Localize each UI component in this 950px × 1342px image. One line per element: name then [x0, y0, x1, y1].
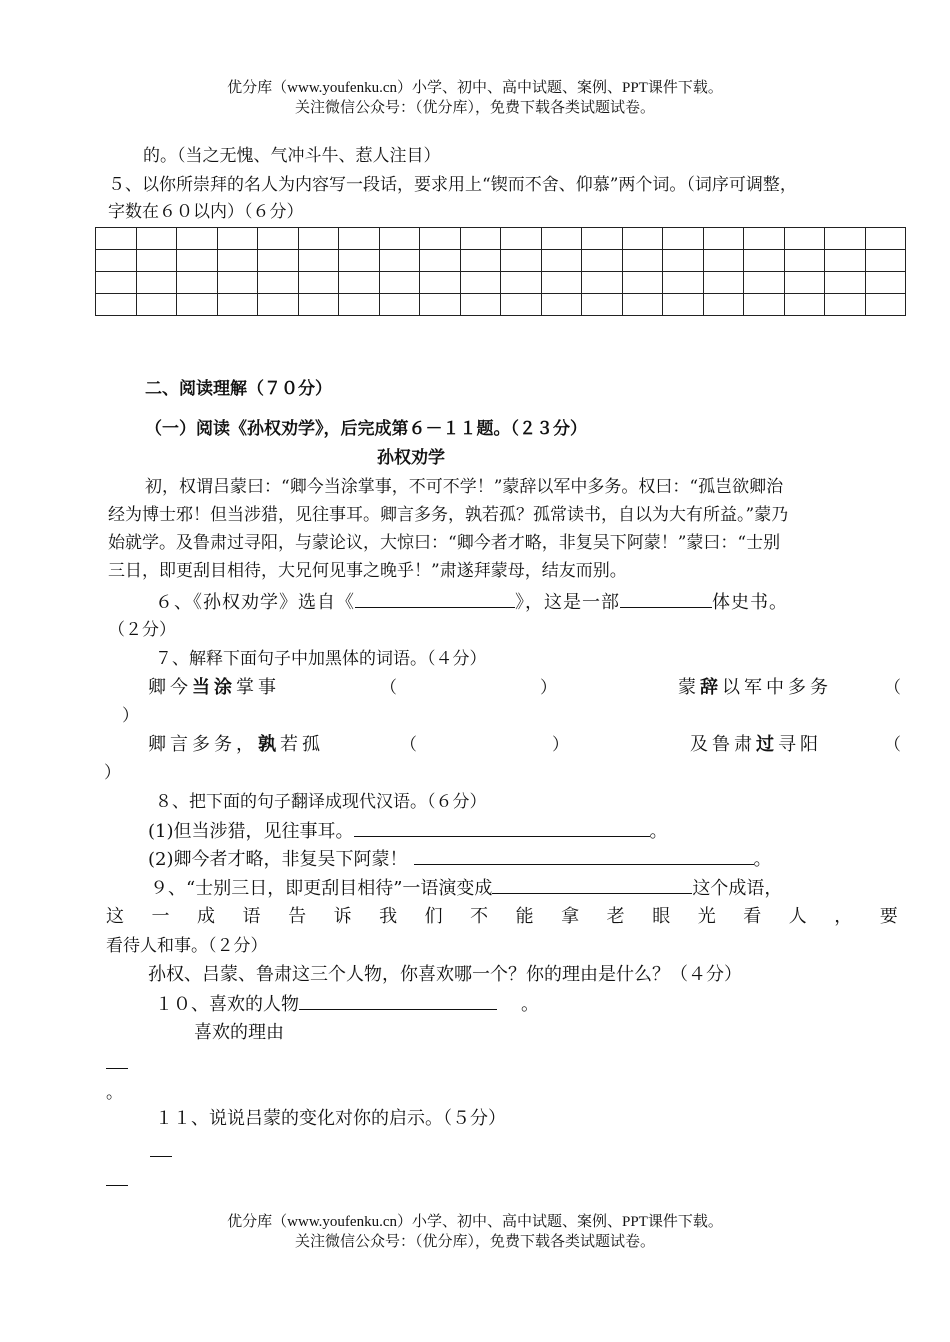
q7-c-suffix: 若孤	[280, 734, 324, 755]
q7-a-rparen: ）	[540, 678, 557, 698]
grid-cell[interactable]	[582, 272, 623, 294]
q10-reason-label: 喜欢的理由	[194, 1022, 284, 1043]
grid-cell[interactable]	[622, 250, 663, 272]
grid-cell[interactable]	[136, 272, 177, 294]
q11-stem: １１、说说吕蒙的变化对你的启示。（５分）	[155, 1108, 506, 1129]
grid-cell[interactable]	[703, 294, 744, 316]
q9-line2-char: 不	[470, 906, 489, 927]
grid-row	[96, 294, 906, 316]
grid-cell[interactable]	[703, 228, 744, 250]
grid-cell[interactable]	[744, 228, 785, 250]
grid-cell[interactable]	[541, 250, 582, 272]
q7-b-keyword: 辞	[700, 677, 722, 698]
q6-blank-type[interactable]	[620, 589, 712, 608]
grid-cell[interactable]	[582, 250, 623, 272]
q10-favorite-line	[155, 991, 539, 1018]
grid-cell[interactable]	[622, 272, 663, 294]
q6-blank-source[interactable]	[355, 589, 515, 608]
q6-text-1: ６、《孙权劝学》选自《	[155, 592, 355, 613]
grid-cell[interactable]	[784, 228, 825, 250]
grid-cell[interactable]	[379, 228, 420, 250]
grid-cell[interactable]	[339, 294, 380, 316]
q7-stem: ７、解释下面句子中加黑体的词语。（４分）	[155, 649, 487, 669]
q11-answer-line-1[interactable]	[150, 1156, 172, 1157]
q8-s2-text: (2)卿今者才略，非复吴下阿蒙！	[148, 849, 408, 870]
q8-sentence-1	[148, 818, 668, 845]
q7-a-prefix: 卿今	[148, 677, 192, 698]
grid-cell[interactable]	[501, 272, 542, 294]
page-header	[0, 78, 950, 118]
q7-a-suffix: 掌事	[236, 677, 280, 698]
writing-grid[interactable]	[95, 227, 906, 316]
grid-cell[interactable]	[501, 250, 542, 272]
q8-s1-period: 。	[649, 821, 668, 842]
grid-cell[interactable]	[663, 294, 704, 316]
q7-item-c	[148, 732, 324, 758]
grid-cell[interactable]	[339, 250, 380, 272]
grid-cell[interactable]	[96, 294, 137, 316]
part-1-title: （一）阅读《孙权劝学》，后完成第６－１１题。（２３分）	[145, 419, 587, 439]
grid-cell[interactable]	[541, 294, 582, 316]
passage-line-3: 始就学。及鲁肃过寻阳，与蒙论议，大惊曰：“卿今者才略，非复吴下阿蒙！”蒙曰：“士别	[108, 533, 781, 553]
grid-cell[interactable]	[136, 250, 177, 272]
grid-cell[interactable]	[177, 228, 218, 250]
grid-cell[interactable]	[460, 294, 501, 316]
q9-line2-char: 看	[743, 906, 762, 927]
grid-cell[interactable]	[136, 294, 177, 316]
grid-cell[interactable]	[177, 250, 218, 272]
q7-item-d	[690, 732, 822, 758]
q7-c-prefix: 卿言多务，	[148, 734, 258, 755]
passage-line-4: 三日，即更刮目相待，大兄何见事之晚乎！”肃遂拜蒙母，结友而别。	[108, 561, 627, 581]
grid-cell[interactable]	[460, 272, 501, 294]
grid-cell[interactable]	[420, 228, 461, 250]
header-line-2: 关注微信公众号：（优分库），免费下载各类试题试卷。	[294, 100, 655, 116]
q10-end-period: 。	[106, 1083, 123, 1103]
q9-line-2	[106, 904, 898, 930]
q9-line2-char: 成	[197, 906, 216, 927]
header-line-1: 优分库（www.youfenku.cn）小学、初中、高中试题、案例、PPT课件下载。	[227, 80, 723, 96]
q8-sentence-2	[148, 846, 772, 873]
page-footer	[0, 1212, 950, 1252]
grid-cell[interactable]	[865, 250, 906, 272]
grid-row	[96, 250, 906, 272]
q7-b-suffix: 以军中多务	[722, 677, 832, 698]
grid-cell[interactable]	[703, 250, 744, 272]
q10-reason-line[interactable]	[106, 1068, 128, 1069]
grid-cell[interactable]	[744, 272, 785, 294]
q9-line2-char: 们	[424, 906, 443, 927]
grid-cell[interactable]	[865, 272, 906, 294]
grid-cell[interactable]	[825, 272, 866, 294]
grid-cell[interactable]	[177, 272, 218, 294]
q9-line2-char: 诉	[333, 906, 352, 927]
q10-intro: 孙权、吕蒙、鲁肃这三个人物，你喜欢哪一个？你的理由是什么？（４分）	[148, 964, 742, 985]
q8-stem: ８、把下面的句子翻译成现代汉语。（６分）	[155, 792, 487, 812]
grid-cell[interactable]	[258, 250, 299, 272]
grid-cell[interactable]	[217, 294, 258, 316]
q9-line2-char: 拿	[561, 906, 580, 927]
grid-cell[interactable]	[339, 228, 380, 250]
q9-text-1: ９、“士别三日，即更刮目相待”一语演变成	[150, 878, 493, 899]
grid-cell[interactable]	[460, 250, 501, 272]
grid-cell[interactable]	[217, 250, 258, 272]
footer-line-2: 关注微信公众号：（优分库），免费下载各类试题试卷。	[294, 1234, 655, 1250]
grid-cell[interactable]	[541, 272, 582, 294]
q5-line-1: ５、以你所崇拜的名人为内容写一段话，要求用上“锲而不舍、仰慕”两个词。（词序可调整，	[108, 175, 797, 195]
footer-line-1: 优分库（www.youfenku.cn）小学、初中、高中试题、案例、PPT课件下载。	[227, 1214, 723, 1230]
passage-line-1: 初，权谓吕蒙曰：“卿今当涂掌事，不可不学！”蒙辞以军中多务。权曰：“孤岂欲卿治	[145, 477, 784, 497]
grid-cell[interactable]	[703, 272, 744, 294]
q7-a-lparen: （	[380, 678, 397, 698]
grid-cell[interactable]	[96, 250, 137, 272]
grid-cell[interactable]	[420, 294, 461, 316]
grid-cell[interactable]	[784, 294, 825, 316]
q7-a-keyword: 当涂	[192, 677, 236, 698]
q7-d-prefix: 及鲁肃	[690, 734, 756, 755]
grid-cell[interactable]	[379, 272, 420, 294]
q7-c-rparen: ）	[552, 735, 569, 755]
grid-cell[interactable]	[217, 228, 258, 250]
q8-s1-answer-line[interactable]	[354, 818, 650, 837]
grid-row	[96, 228, 906, 250]
grid-cell[interactable]	[96, 272, 137, 294]
q7-c-answer[interactable]	[430, 736, 540, 756]
q8-s1-text: (1)但当涉猎，见往事耳。	[148, 821, 354, 842]
q5-line-2: 字数在６０以内）（６分）	[108, 202, 304, 222]
q7-a-answer[interactable]	[410, 679, 530, 699]
grid-cell[interactable]	[339, 272, 380, 294]
grid-cell[interactable]	[136, 228, 177, 250]
grid-cell[interactable]	[420, 250, 461, 272]
q9-line2-char: 告	[288, 906, 307, 927]
q7-b-prefix: 蒙	[678, 677, 700, 698]
grid-cell[interactable]	[379, 250, 420, 272]
grid-cell[interactable]	[420, 272, 461, 294]
passage-line-2: 经为博士邪！但当涉猎，见往事耳。卿言多务，孰若孤？孤常读书，自以为大有所益。”蒙乃	[108, 505, 789, 525]
grid-row	[96, 272, 906, 294]
q7-b-rparen: ）	[122, 706, 139, 726]
grid-cell[interactable]	[379, 294, 420, 316]
q9-line-3: 看待人和事。（２分）	[106, 936, 268, 956]
q9-line2-char: 能	[515, 906, 534, 927]
grid-cell[interactable]	[663, 250, 704, 272]
q9-line2-char: 一	[151, 906, 170, 927]
q9-line2-char: 眼	[652, 906, 671, 927]
q8-s2-answer-line[interactable]	[414, 846, 754, 865]
q10-label: １０、喜欢的人物	[155, 994, 299, 1015]
q10-period: 。	[521, 994, 539, 1015]
q7-c-lparen: （	[400, 735, 417, 755]
grid-cell[interactable]	[622, 228, 663, 250]
q7-d-suffix: 寻阳	[778, 734, 822, 755]
q6-text-3: 体史书。	[712, 592, 788, 613]
grid-cell[interactable]	[744, 250, 785, 272]
grid-cell[interactable]	[298, 228, 339, 250]
q9-line2-char: 要	[879, 906, 898, 927]
grid-cell[interactable]	[298, 294, 339, 316]
grid-cell[interactable]	[784, 272, 825, 294]
grid-cell[interactable]	[298, 250, 339, 272]
grid-cell[interactable]	[501, 294, 542, 316]
q6-text-2: 》，这是一部	[515, 592, 620, 613]
q7-d-rparen: ）	[104, 763, 121, 783]
q9-line2-char: 我	[379, 906, 398, 927]
grid-cell[interactable]	[663, 272, 704, 294]
q6-score: （２分）	[108, 620, 176, 640]
q7-item-b	[678, 675, 832, 701]
grid-cell[interactable]	[825, 228, 866, 250]
q9-line2-char: 老	[606, 906, 625, 927]
grid-cell[interactable]	[541, 228, 582, 250]
grid-cell[interactable]	[865, 294, 906, 316]
grid-cell[interactable]	[217, 272, 258, 294]
q9-text-2: 这个成语，	[692, 878, 783, 899]
grid-cell[interactable]	[825, 294, 866, 316]
grid-cell[interactable]	[582, 228, 623, 250]
grid-cell[interactable]	[258, 294, 299, 316]
q6-line	[155, 589, 788, 616]
grid-cell[interactable]	[825, 250, 866, 272]
grid-cell[interactable]	[96, 228, 137, 250]
passage-title: 孙权劝学	[377, 448, 445, 468]
grid-cell[interactable]	[501, 228, 542, 250]
q8-s2-period: 。	[753, 849, 772, 870]
q9-line2-char: 光	[697, 906, 716, 927]
grid-cell[interactable]	[663, 228, 704, 250]
q7-item-a	[148, 675, 280, 701]
q9-line2-char: ，	[834, 906, 853, 927]
grid-cell[interactable]	[460, 228, 501, 250]
q7-b-lparen: （	[884, 678, 901, 698]
grid-cell[interactable]	[744, 294, 785, 316]
q7-c-keyword: 孰	[258, 734, 280, 755]
grid-cell[interactable]	[258, 228, 299, 250]
grid-cell[interactable]	[177, 294, 218, 316]
q9-line2-char: 语	[242, 906, 261, 927]
grid-cell[interactable]	[298, 272, 339, 294]
grid-cell[interactable]	[784, 250, 825, 272]
q9-line-1	[150, 875, 782, 902]
q9-line2-char: 这	[106, 906, 124, 927]
q11-answer-line-2[interactable]	[106, 1185, 128, 1186]
q7-d-lparen: （	[884, 735, 901, 755]
grid-cell[interactable]	[865, 228, 906, 250]
q4-options-line: 的。（当之无愧、气冲斗牛、惹人注目）	[143, 146, 441, 166]
q9-idiom-blank[interactable]	[492, 875, 692, 894]
q9-line2-char: 人	[788, 906, 807, 927]
grid-cell[interactable]	[622, 294, 663, 316]
q10-favorite-blank[interactable]	[299, 991, 497, 1010]
grid-cell[interactable]	[258, 272, 299, 294]
q7-d-keyword: 过	[756, 734, 778, 755]
grid-cell[interactable]	[582, 294, 623, 316]
section-2-title: 二、阅读理解（７０分）	[145, 379, 332, 399]
